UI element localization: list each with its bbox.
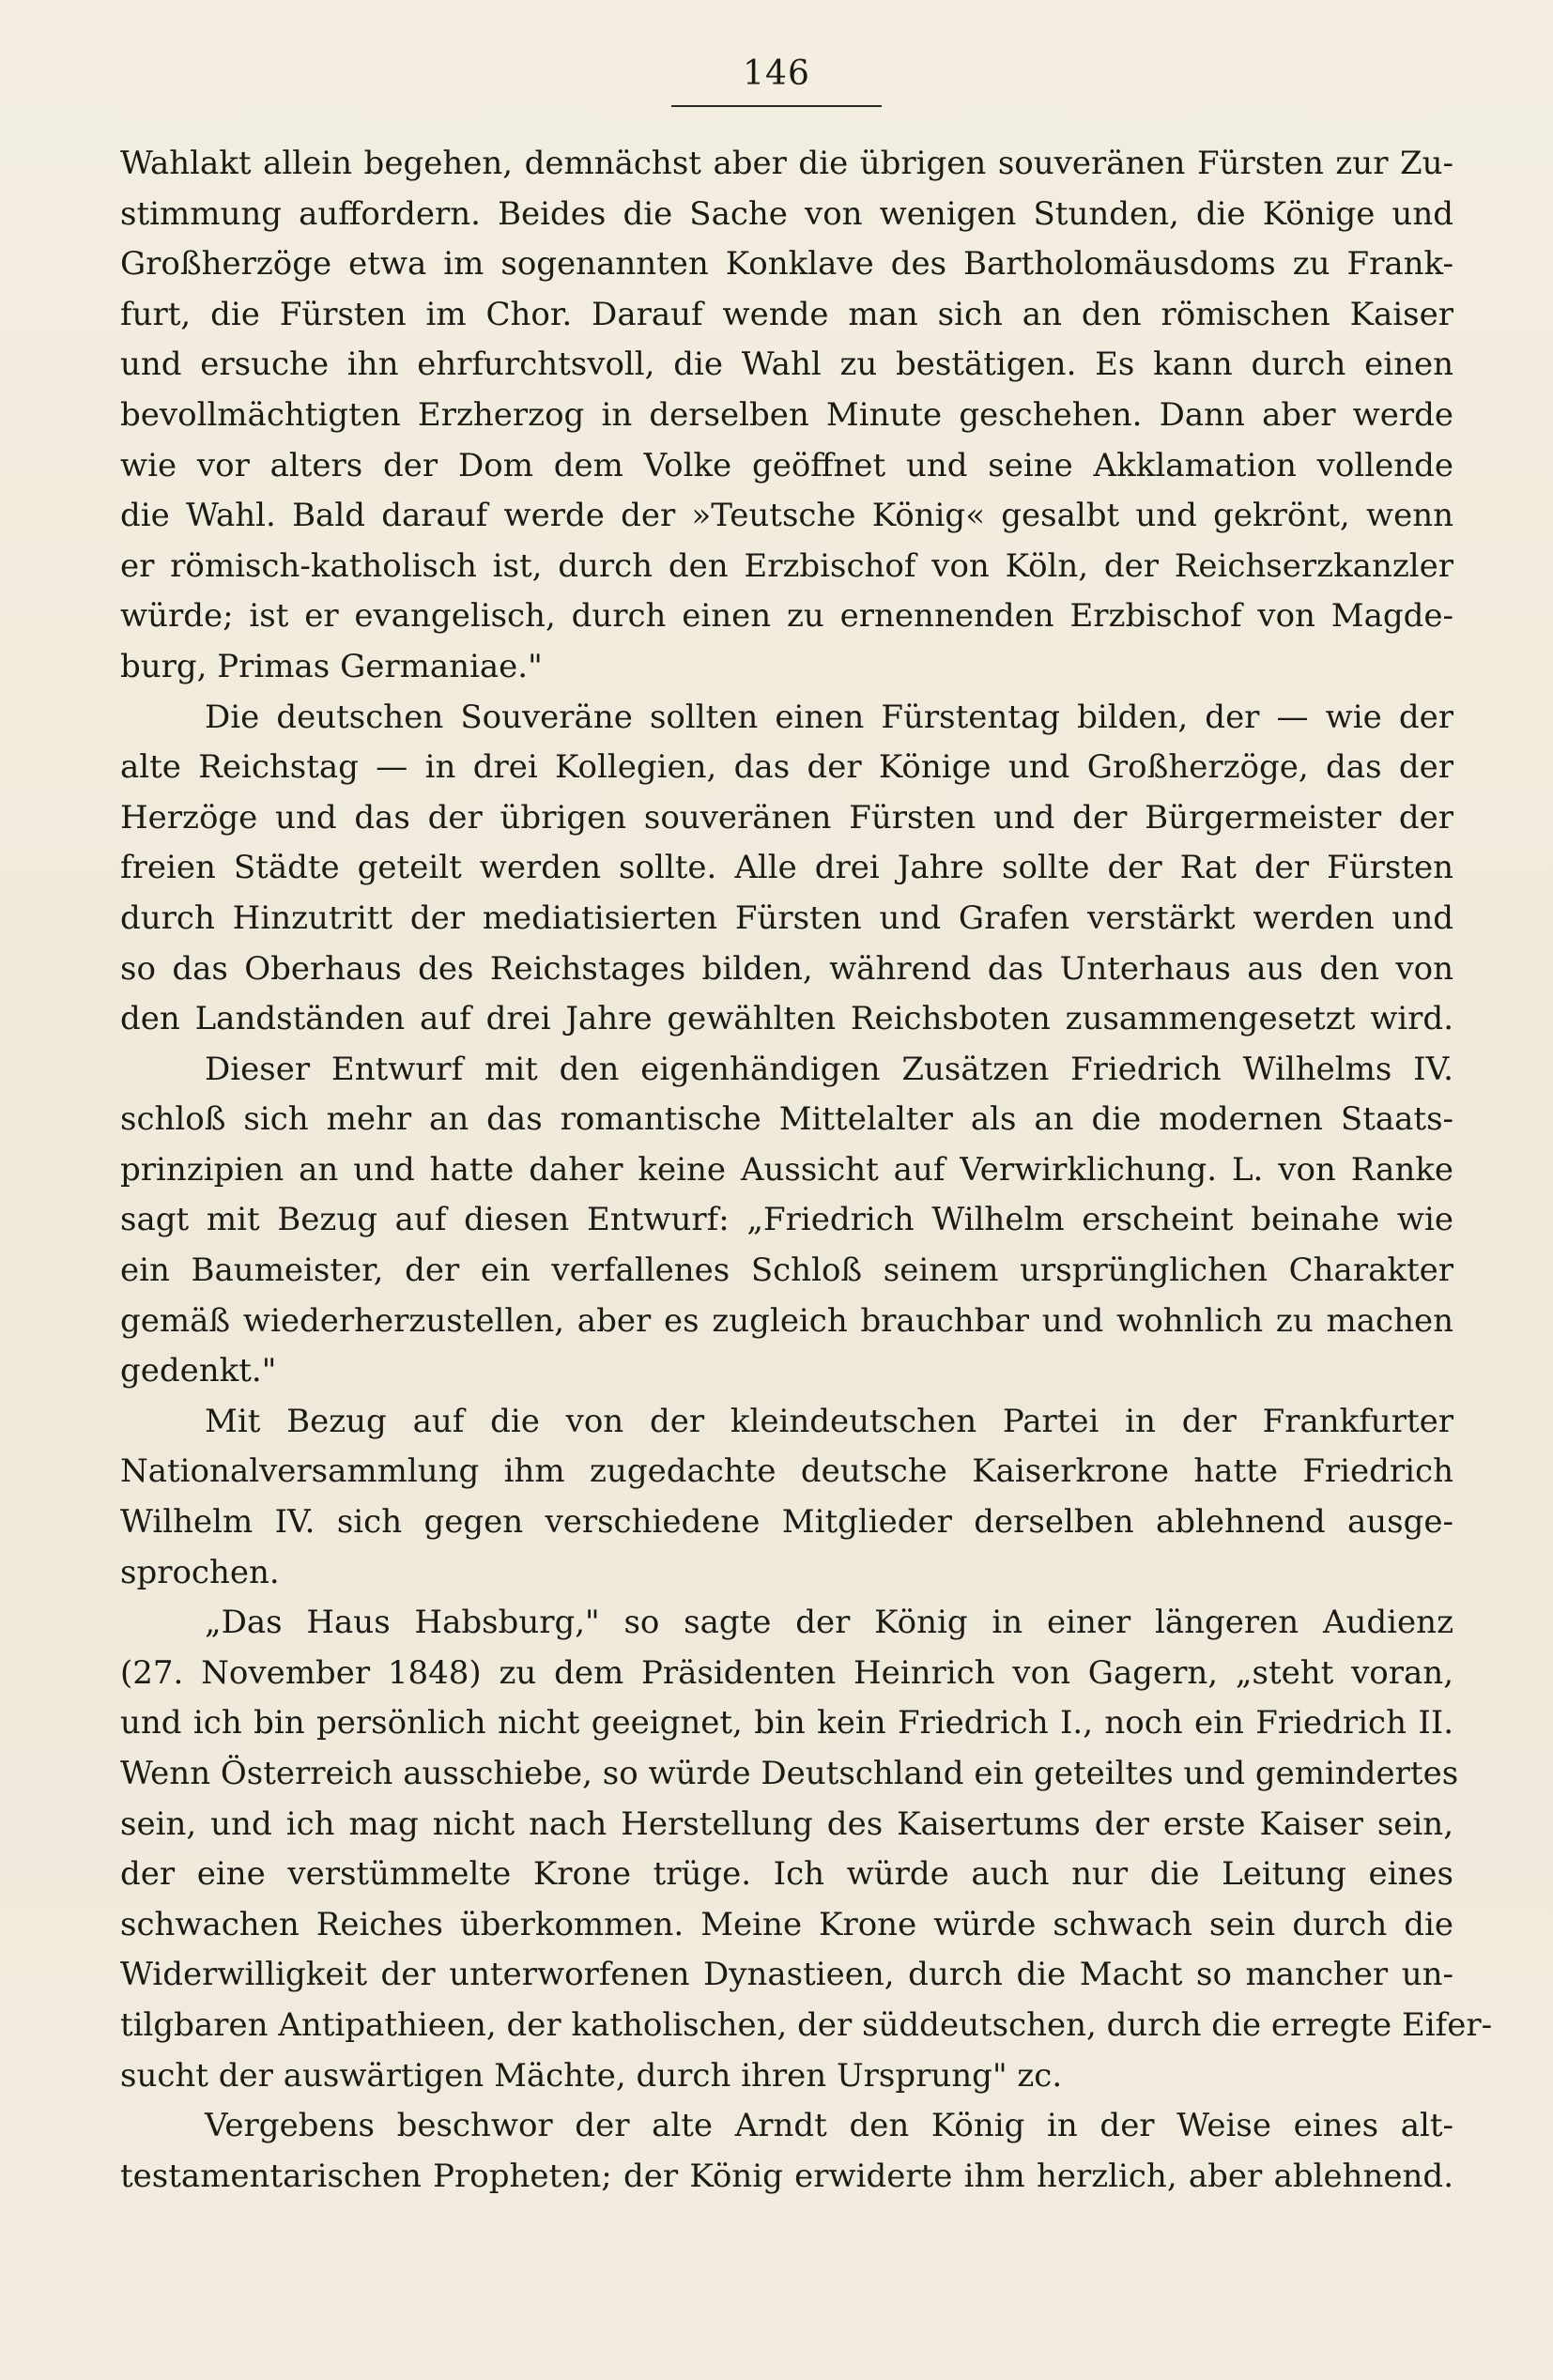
text-line: den Landständen auf drei Jahre gewählten Reichsboten zusammengesetzt wird. (120, 1000, 1453, 1038)
text-line: gemäß wiederherzustellen, aber es zugleich brauchbar und wohnlich zu machen (120, 1301, 1453, 1340)
text-line: sprochen. (120, 1553, 280, 1591)
text-line: sein, und ich mag nicht nach Herstellung des Kaisertums der erste Kaiser sein, (120, 1804, 1453, 1843)
text-line: und ersuche ihn ehrfurchtsvoll, die Wahl zu bestätigen. Es kann durch einen (120, 345, 1453, 384)
text-line: Die deutschen Souveräne sollten einen Fürstentag bilden, der — wie der (205, 698, 1453, 736)
page-number: 146 (743, 54, 810, 93)
text-line: der eine verstümmelte Krone trüge. Ich würde auch nur die Leitung eines (120, 1855, 1453, 1894)
header-rule (671, 105, 882, 107)
text-line: stimmung auffordern. Beides die Sache von wenigen Stunden, die Könige und (120, 194, 1453, 233)
text-line: Nationalversammlung ihm zugedachte deutsche Kaiserkrone hatte Friedrich (120, 1452, 1453, 1491)
text-line: prinzipien an und hatte daher keine Aussicht auf Verwirklichung. L. von Ranke (120, 1150, 1453, 1189)
text-line: und ich bin persönlich nicht geeignet, bin kein Friedrich I., noch ein Friedrich II. (120, 1704, 1453, 1743)
text-line: er römisch-katholisch ist, durch den Erzbischof von Köln, der Reichserzkanzler (120, 546, 1453, 585)
text-line: die Wahl. Bald darauf werde der »Teutsche König« gesalbt und gekrönt, wenn (120, 497, 1453, 535)
text-line: tilgbaren Antipathieen, der katholischen, der süddeutschen, durch die erregte Eifer- (120, 2005, 1493, 2044)
text-line: durch Hinzutritt der mediatisierten Fürsten und Grafen verstärkt werden und (120, 898, 1453, 937)
text-line: wie vor alters der Dom dem Volke geöffnet und seine Akklamation vollende (120, 446, 1453, 484)
text-line: alte Reichstag — in drei Kollegien, das der Könige und Großherzöge, das der (120, 748, 1453, 787)
text-line: so das Oberhaus des Reichstages bilden, während das Unterhaus aus den von (120, 949, 1453, 988)
text-line: Mit Bezug auf die von der kleindeutschen Partei in der Frankfurter (205, 1402, 1453, 1440)
text-line: sagt mit Bezug auf diesen Entwurf: „Friedrich Wilhelm erscheint beinahe wie (120, 1201, 1453, 1239)
body-text (120, 139, 1493, 2202)
text-line: bevollmächtigten Erzherzog in derselben Minute geschehen. Dann aber werde (120, 395, 1453, 434)
text-line: testamentarischen Propheten; der König erwiderte ihm herzlich, aber ablehnend. (120, 2157, 1453, 2195)
text-line: freien Städte geteilt werden sollte. Alle drei Jahre sollte der Rat der Fürsten (120, 849, 1453, 887)
text-line: burg, Primas Germaniae." (120, 647, 543, 685)
text-line: Vergebens beschwor der alte Arndt den König in der Weise eines alt- (205, 2107, 1453, 2145)
text-line: würde; ist er evangelisch, durch einen zu ernennenden Erzbischof von Magde- (120, 597, 1453, 636)
text-line: sucht der auswärtigen Mächte, durch ihren Ursprung" zc. (120, 2056, 1063, 2095)
text-line: Wilhelm IV. sich gegen verschiedene Mitglieder derselben ablehnend ausge- (120, 1503, 1453, 1542)
text-line: furt, die Fürsten im Chor. Darauf wende man sich an den römischen Kaiser (120, 295, 1453, 333)
text-line: „Das Haus Habsburg," so sagte der König in einer längeren Audienz (205, 1604, 1453, 1642)
text-line: Wenn Österreich ausschiebe, so würde Deutschland ein geteiltes und gemindertes (120, 1755, 1459, 1792)
text-line: Großherzöge etwa im sogenannten Konklave des Bartholomäusdoms zu Frank- (120, 245, 1453, 284)
text-line: schwachen Reiches überkommen. Meine Krone würde schwach sein durch die (120, 1905, 1453, 1943)
text-line: (27. November 1848) zu dem Präsidenten Heinrich von Gagern, „steht voran, (120, 1653, 1453, 1692)
text-line: Widerwilligkeit der unterworfenen Dynastieen, durch die Macht so mancher un- (120, 1956, 1453, 1994)
text-line: Dieser Entwurf mit den eigenhändigen Zusätzen Friedrich Wilhelms IV. (205, 1050, 1453, 1088)
text-line: schloß sich mehr an das romantische Mittelalter als an die modernen Staats- (120, 1100, 1453, 1139)
text-line: Wahlakt allein begehen, demnächst aber die übrigen souveränen Fürsten zur Zu- (120, 145, 1453, 182)
text-line: gedenkt." (120, 1352, 277, 1390)
text-line: ein Baumeister, der ein verfallenes Schloß seinem ursprünglichen Charakter (120, 1251, 1453, 1290)
text-line: Herzöge und das der übrigen souveränen Fürsten und der Bürgermeister der (120, 798, 1453, 837)
